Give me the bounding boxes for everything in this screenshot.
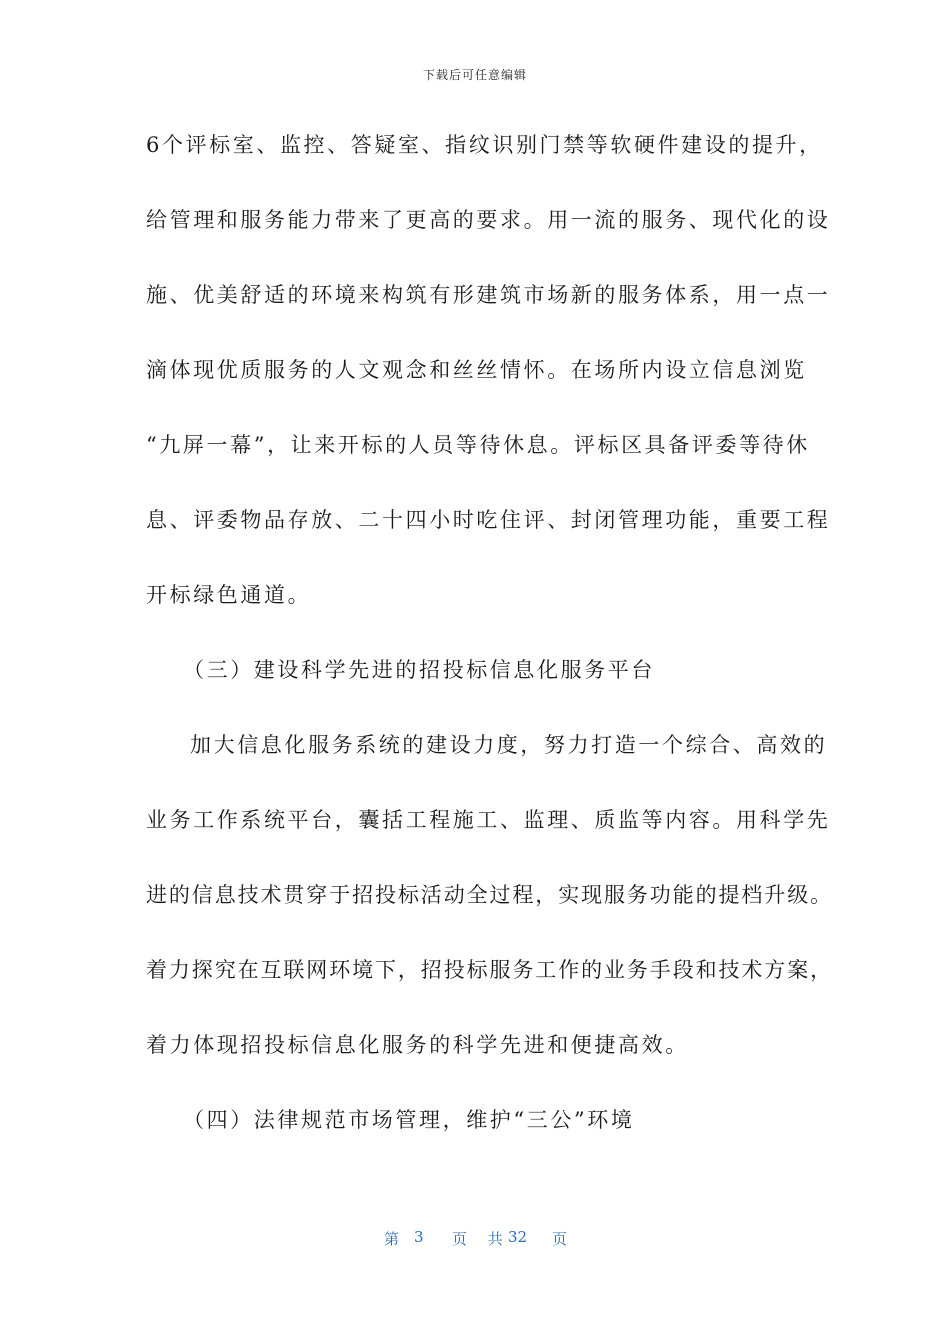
body-line-10: 业务工作系统平台，囊括工程施工、监理、质监等内容。用科学先 [146,808,831,832]
section-heading-3: （三）建设科学先进的招投标信息化服务平台 [183,658,655,682]
body-line-3: 施、优美舒适的环境来构筑有形建筑市场新的服务体系，用一点一 [146,283,831,307]
body-line-1: 6个评标室、监控、答疑室、指纹识别门禁等软硬件建设的提升， [146,133,823,157]
body-line-13: 着力体现招投标信息化服务的科学先进和便捷高效。 [146,1033,689,1057]
body-line-7: 开标绿色通道。 [146,583,312,607]
body-line-9: 加大信息化服务系统的建设力度，努力打造一个综合、高效的 [190,733,828,757]
footer-suffix: 页 [552,1230,568,1248]
body-line-6: 息、评委物品存放、二十四小时吃住评、封闭管理功能，重要工程 [146,508,831,532]
body-line-11: 进的信息技术贯穿于招投标活动全过程，实现服务功能的提档升级。 [146,883,833,907]
page-header-note: 下载后可任意编辑 [422,68,527,82]
body-line-12: 着力探究在互联网环境下，招投标服务工作的业务手段和技术方案， [146,958,833,982]
section-heading-4: （四）法律规范市场管理，维护“三公”环境 [183,1108,635,1132]
body-line-2: 给管理和服务能力带来了更高的要求。用一流的服务、现代化的设 [146,208,831,232]
body-line-5: “九屏一幕”，让来开标的人员等待休息。评标区具备评委等待休 [146,433,810,457]
footer-prefix: 第 [384,1230,400,1248]
body-line-4: 滴体现优质服务的人文观念和丝丝情怀。在场所内设立信息浏览 [146,358,807,382]
footer-current-page: 3 [414,1228,424,1246]
footer-total-pages: 32 [508,1228,528,1246]
footer-middle: 页 共 [452,1230,511,1248]
